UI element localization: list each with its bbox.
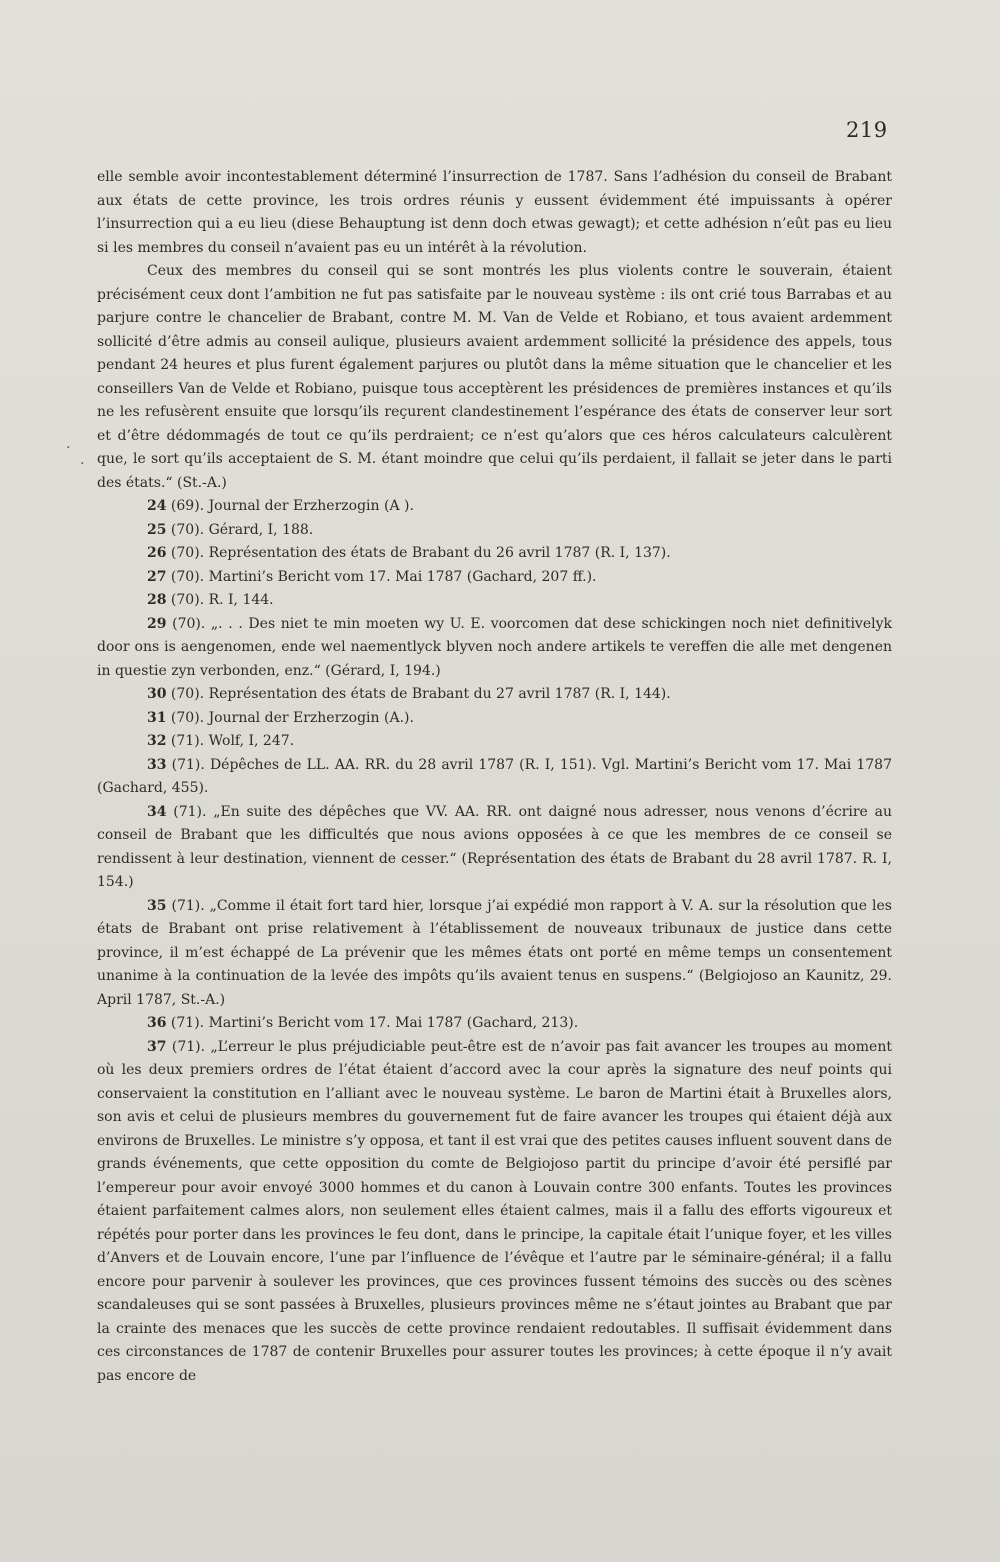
footnote-text: (70). Représentation des états de Brabant du 27 avril 1787 (R. I, 144).	[166, 686, 671, 702]
footnote	[97, 542, 892, 566]
paragraph: elle semble avoir incontestablement déterminé l’insurrection de 1787. Sans l’adhésion du conseil de Brabant aux états de cette province, les trois ordres réunis y eussent évidemment été impuissants à opérer l’insurrection qui a eu lieu (diese Behauptung ist denn doch etwas gewagt); et cette adhésion n’eût pas eu lieu si les membres du conseil n’avaient pas eu un intérêt à la révolution.	[97, 169, 892, 256]
footnote-text: (70). Représentation des états de Brabant du 26 avril 1787 (R. I, 137).	[166, 545, 671, 561]
footnote-number: 37	[147, 1038, 167, 1055]
body-text	[97, 166, 892, 1388]
footnote-text: (71). Dépêches de LL. AA. RR. du 28 avril 1787 (R. I, 151). Vgl. Martini’s Bericht vom 17. Mai 1787 (Gachard, 455).	[97, 756, 892, 796]
footnote	[97, 754, 892, 801]
footnote	[97, 707, 892, 731]
footnote-number: 34	[147, 803, 167, 820]
footnote-number: 32	[147, 733, 167, 749]
footnote-number: 29	[147, 615, 167, 632]
footnote-text: (70). Gérard, I, 188.	[166, 521, 314, 538]
footnote-number: 28	[147, 592, 167, 608]
footnote-number: 30	[147, 686, 167, 702]
footnote	[97, 1012, 892, 1036]
page-number: 219	[846, 118, 888, 142]
footnote-text: (69). Journal der Erzherzogin (A ).	[166, 498, 414, 514]
footnote-text: (71). „En suite des dépêches que VV. AA. RR. ont daigné nous adresser, nous venons d’écrire au conseil de Brabant que les difficultés que nous avions opposées à ce que les membres de ce conseil se rendissent à leur destination, viennent de cesser.“ (Représentation des états de Brabant du 28 avril 1787. R. I, 154.)	[97, 803, 892, 890]
footnote-text: (71). „L’erreur le plus préjudiciable peut-être est de n’avoir pas fait avancer les troupes au moment où les deux premiers ordres de l’état étaient d’accord avec la cour après la signature des neuf points qui conservaient la constitution en l’alliant avec le nouveau système. Le baron de Martini était à Bruxelles alors, son avis et celui de plusieurs membres du gouvernement fut de faire avancer les troupes qui étaient déjà aux environs de Bruxelles. Le ministre s’y opposa, et tant il est vrai que des petites causes influent souvent dans de grands événements, que cette opposition du comte de Belgiojoso partit du principe d’avoir été persiflé par l’empereur pour avoir envoyé 3000 hommes et du canon à Louvain contre 300 enfants. Toutes les provinces étaient parfaitement calmes alors, non seulement elles étaient calmes, mais il a fallu des efforts vigoureux et répétés pour porter dans les provinces le feu dont, dans le principe, la capitale était l’unique foyer, et les villes d’Anvers et de Louvain encore, l’une par l’influence de l’évêque et l’autre par le séminaire-général; il a fallu encore pour parvenir à soulever les provinces, que ces provinces fussent témoins des succès ou des scènes scandaleuses qui se sont passées à Bruxelles, plusieurs provinces même ne s’étaut jointes au Brabant que par la crainte des menaces que les succès de cette province rendaient redoutables. Il suffisait évidemment dans ces circonstances de 1787 de contenir Bruxelles pour assurer toutes les provinces; à cette époque il n’y avait pas encore de	[97, 1038, 892, 1384]
footnote	[97, 519, 892, 543]
margin-mark: .	[80, 452, 85, 468]
footnote-text: (71). Wolf, I, 247.	[166, 733, 295, 749]
footnote	[97, 589, 892, 613]
footnote-text: (70). Journal der Erzherzogin (A.).	[166, 709, 414, 726]
footnote-number: 35	[147, 897, 167, 914]
footnote	[97, 683, 892, 707]
footnote-text: (71). „Comme il était fort tard hier, lorsque j’ai expédié mon rapport à V. A. sur la résolution que les états de Brabant ont prise relativement à l’établissement de nouveaux tribunaux de justice dans cette province, il m’est échappé de La prévenir que les mêmes états ont porté en même temps un consentement unanime à la continuation de la levée des impôts qu’ils avaient tenus en suspens.“ (Belgiojoso an Kaunitz, 29. April 1787, St.-A.)	[97, 897, 892, 1008]
footnote-number: 36	[147, 1015, 167, 1031]
footnote-text: (70). R. I, 144.	[166, 592, 274, 608]
footnote	[97, 895, 892, 1013]
footnote-number: 25	[147, 521, 167, 538]
paragraph: Ceux des membres du conseil qui se sont montrés les plus violents contre le souverain, étaient précisément ceux dont l’ambition ne fut pas satisfaite par le nouveau système : ils ont crié tous Barrabas et au parjure contre le chancelier de Brabant, contre M. M. Van de Velde et Robiano, et tous avaient ardemment sollicité d’être admis au conseil aulique, plusieurs avaient ardemment sollicité la présidence des appels, tous pendant 24 heures et plus furent également parjures ou plutôt dans la même situation que le chancelier et les conseillers Van de Velde et Robiano, puisque tous acceptèrent les présidences de premières instances et qu’ils ne les refusèrent ensuite que lorsqu’ils reçurent clandestinement l’espérance des états de conserver leur sort et d’être dédommagés de tout ce qu’ils perdraient; ce n’est qu’alors que ces héros calculateurs calculèrent que, le sort qu’ils acceptaient de S. M. étant moindre que celui qu’ils perdaient, il fallait se jeter dans le parti des états.“ (St.-A.)	[97, 263, 892, 491]
footnote	[97, 1036, 892, 1389]
footnote	[97, 566, 892, 590]
footnote	[97, 730, 892, 754]
footnote-number: 31	[147, 709, 167, 726]
footnote	[97, 801, 892, 895]
footnote-text: (71). Martini’s Bericht vom 17. Mai 1787 (Gachard, 213).	[166, 1015, 579, 1031]
footnote-number: 33	[147, 756, 167, 773]
footnote-text: (70). Martini’s Bericht vom 17. Mai 1787 (Gachard, 207 ff.).	[166, 568, 597, 585]
footnote	[97, 495, 892, 519]
footnote-number: 26	[147, 545, 167, 561]
margin-mark: .	[66, 436, 71, 452]
footnote-text: (70). „. . . Des niet te min moeten wy U. E. voorcomen dat dese schickingen noch niet definitivelyk door ons is aengenomen, ende wel naementlyck blyven noch andere artikels te vereffen die alle met dengenen in questie zyn verbonden, enz.“ (Gérard, I, 194.)	[97, 615, 892, 679]
footnote-number: 27	[147, 568, 167, 585]
footnote	[97, 613, 892, 684]
footnote-number: 24	[147, 498, 167, 514]
